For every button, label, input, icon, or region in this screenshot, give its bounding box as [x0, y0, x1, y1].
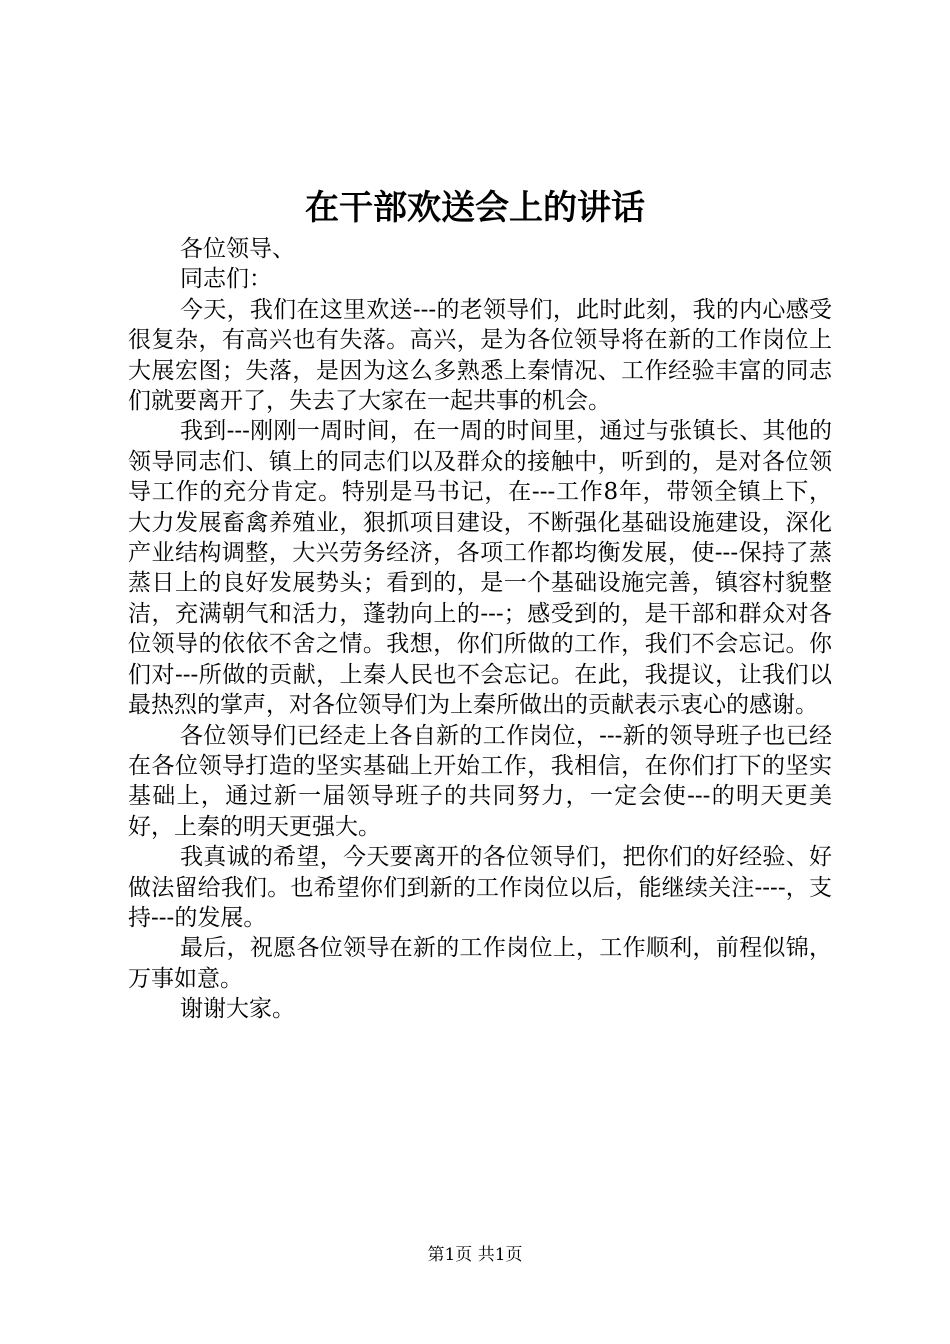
paragraph-opening: 今天，我们在这里欢送---的老领导们，此时此刻，我的内心感受很复杂，有高兴也有失落。高兴，是为各位领导将在新的工作岗位上大展宏图；失落，是因为这么多熟悉上秦情况、工作经验丰富的同志们就要离开了，失去了大家在一起共事的机会。 [128, 296, 832, 415]
paragraph-wishes: 最后，祝愿各位领导在新的工作岗位上，工作顺利，前程似锦，万事如意。 [128, 935, 832, 992]
salutation-comrades: 同志们： [180, 266, 272, 293]
document-title: 在干部欢送会上的讲话 [305, 188, 645, 228]
document-body [128, 234, 832, 1025]
page-footer: 第1页 共1页 [427, 1245, 523, 1265]
paragraph-hope: 我真诚的希望，今天要离开的各位领导们，把你们的好经验、好做法留给我们。也希望你们到新的工作岗位以后，能继续关注----，支持---的发展。 [128, 844, 832, 931]
paragraph-thanks: 谢谢大家。 [180, 996, 295, 1023]
paragraph-new-team: 各位领导们已经走上各自新的工作岗位，---新的领导班子也已经在各位领导打造的坚实基础上开始工作，我相信，在你们打下的坚实基础上，通过新一届领导班子的共同努力，一定会使---的明天更美好，上秦的明天更强大。 [128, 722, 832, 840]
paragraph-achievements: 我到---刚刚一周时间，在一周的时间里，通过与张镇长、其他的领导同志们、镇上的同志们以及群众的接触中，听到的，是对各位领导工作的充分肯定。特别是马书记，在---工作8年，带领全镇上下，大力发展畜禽养殖业，狠抓项目建设，不断强化基础设施建设，深化产业结构调整，大兴劳务经济，各项工作都均衡发展，使---保持了蒸蒸日上的良好发展势头；看到的，是一个基础设施完善，镇容村貌整洁，充满朝气和活力，蓬勃向上的---；感受到的，是干部和群众对各位领导的依依不舍之情。我想，你们所做的工作，我们不会忘记。你们对---所做的贡献，上秦人民也不会忘记。在此，我提议，让我们以最热烈的掌声，对各位领导们为上秦所做出的贡献表示衷心的感谢。 [128, 418, 832, 719]
salutation-leaders: 各位领导、 [180, 236, 295, 262]
